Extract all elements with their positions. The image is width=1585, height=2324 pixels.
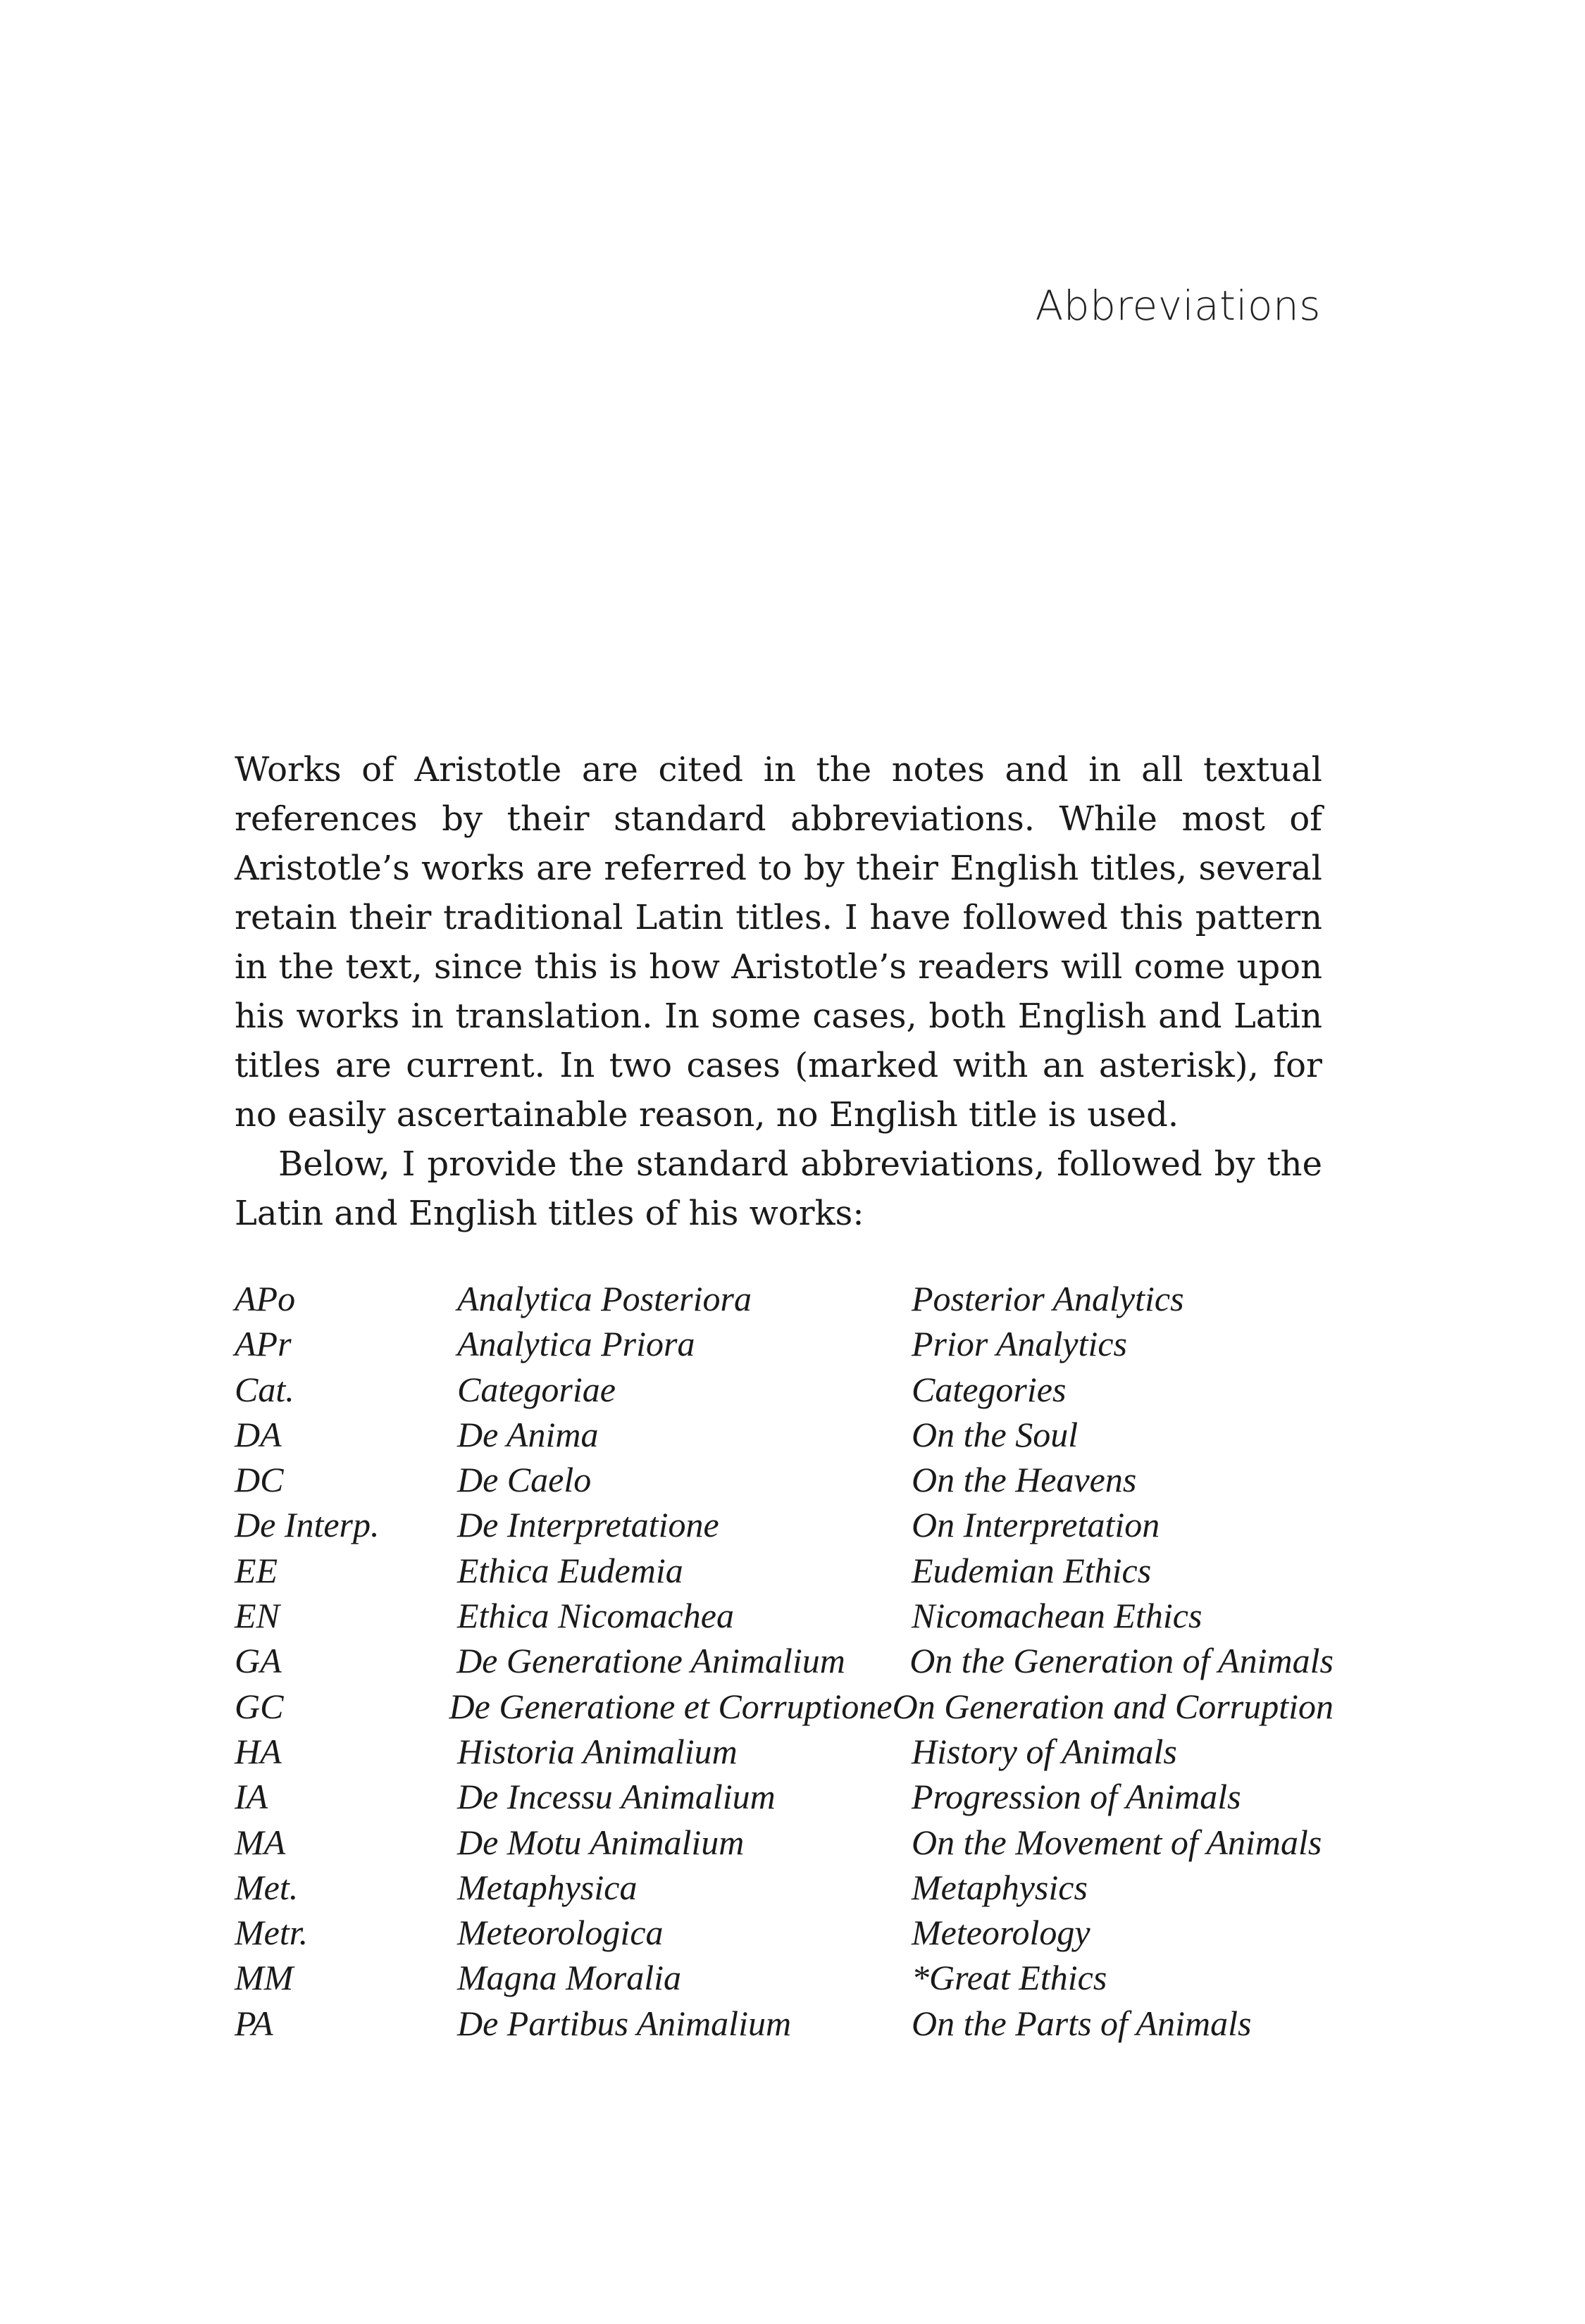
abbreviations-table (235, 1276, 1334, 2046)
latin-title: De Anima (457, 1414, 599, 1454)
table-row (235, 1276, 1334, 1321)
abbreviation: EE (235, 1550, 278, 1590)
latin-title: De Motu Animalium (457, 1822, 745, 1862)
table-row (235, 1548, 1334, 1593)
abbreviation: APo (235, 1279, 296, 1318)
latin-title: Ethica Eudemia (457, 1550, 683, 1590)
intro-text (235, 745, 1322, 1238)
latin-title: De Caelo (457, 1460, 592, 1500)
english-title: Posterior Analytics (912, 1279, 1184, 1318)
table-row (235, 1774, 1334, 1819)
latin-title: Analytica Priora (457, 1324, 695, 1364)
page-title: Abbreviations (1035, 282, 1321, 330)
english-title: Eudemian Ethics (912, 1550, 1152, 1590)
intro-paragraph: Works of Aristotle are cited in the notes and in all textual references by their standard abbreviations. While most of Aristotle’s works are referred to by their English titles, several retain their traditional Latin titles. I have followed this pattern in the text, since this is how Aristotle’s readers will come upon his works in translation. In some cases, both English and Latin titles are current. In two cases (marked with an asterisk), for no easily ascertainable reason, no English title is used. (235, 750, 1322, 1135)
abbreviation: GA (235, 1641, 282, 1681)
latin-title: Ethica Nicomachea (457, 1596, 734, 1636)
table-row (235, 1910, 1334, 1955)
table-row (235, 1593, 1334, 1638)
latin-title: De Generatione et Corruptione (449, 1686, 893, 1726)
abbreviation: IA (235, 1777, 268, 1817)
latin-title: Magna Moralia (457, 1958, 682, 1998)
abbreviation: DC (235, 1460, 284, 1500)
latin-title: De Incessu Animalium (457, 1777, 776, 1817)
abbreviation: GC (235, 1686, 284, 1726)
english-title: Progression of Animals (912, 1777, 1241, 1817)
table-row (235, 1684, 1334, 1729)
table-row (235, 1412, 1334, 1457)
abbreviation: DA (235, 1414, 282, 1454)
intro-paragraph: Below, I provide the standard abbreviations, followed by the Latin and English titles of his works: (235, 1144, 1322, 1233)
latin-title: Metaphysica (457, 1867, 638, 1907)
english-title: On Interpretation (912, 1505, 1160, 1545)
english-title: Metaphysics (912, 1867, 1088, 1907)
latin-title: De Partibus Animalium (457, 2003, 792, 2043)
english-title: On the Heavens (912, 1460, 1137, 1500)
latin-title: Meteorologica (457, 1913, 664, 1953)
table-row (235, 1457, 1334, 1502)
english-title: Categories (912, 1369, 1067, 1409)
latin-title: Analytica Posteriora (457, 1279, 752, 1318)
latin-title: De Interpretatione (457, 1505, 719, 1545)
english-title: On the Parts of Animals (912, 2003, 1252, 2043)
table-row (235, 1638, 1334, 1683)
table-row (235, 1321, 1334, 1366)
latin-title: Historia Animalium (457, 1731, 738, 1771)
table-row (235, 1729, 1334, 1774)
abbreviation: Metr. (235, 1913, 309, 1953)
english-title: On Generation and Corruption (892, 1686, 1334, 1726)
abbreviation: Met. (235, 1867, 299, 1907)
english-title: Nicomachean Ethics (912, 1596, 1202, 1636)
abbreviation: PA (235, 2003, 273, 2043)
latin-title: De Generatione Animalium (456, 1641, 845, 1681)
abbreviation: EN (235, 1596, 280, 1636)
table-row (235, 1502, 1334, 1547)
abbreviation: APr (235, 1324, 292, 1364)
table-row (235, 1865, 1334, 1910)
abbreviation: HA (235, 1731, 282, 1771)
english-title: On the Generation of Animals (909, 1641, 1334, 1681)
english-title: History of Animals (912, 1731, 1177, 1771)
abbreviation: Cat. (235, 1369, 294, 1409)
table-row (235, 1820, 1334, 1865)
latin-title: Categoriae (457, 1369, 616, 1409)
abbreviation: MA (235, 1822, 286, 1862)
english-title: Prior Analytics (912, 1324, 1128, 1364)
table-row (235, 1955, 1334, 2000)
table-row (235, 1367, 1334, 1412)
abbreviation: MM (235, 1958, 294, 1998)
english-title: On the Soul (912, 1414, 1079, 1454)
table-row (235, 2001, 1334, 2046)
english-title: Meteorology (912, 1913, 1090, 1953)
english-title: *Great Ethics (912, 1958, 1107, 1998)
english-title: On the Movement of Animals (912, 1822, 1322, 1862)
abbreviation: De Interp. (235, 1505, 380, 1545)
